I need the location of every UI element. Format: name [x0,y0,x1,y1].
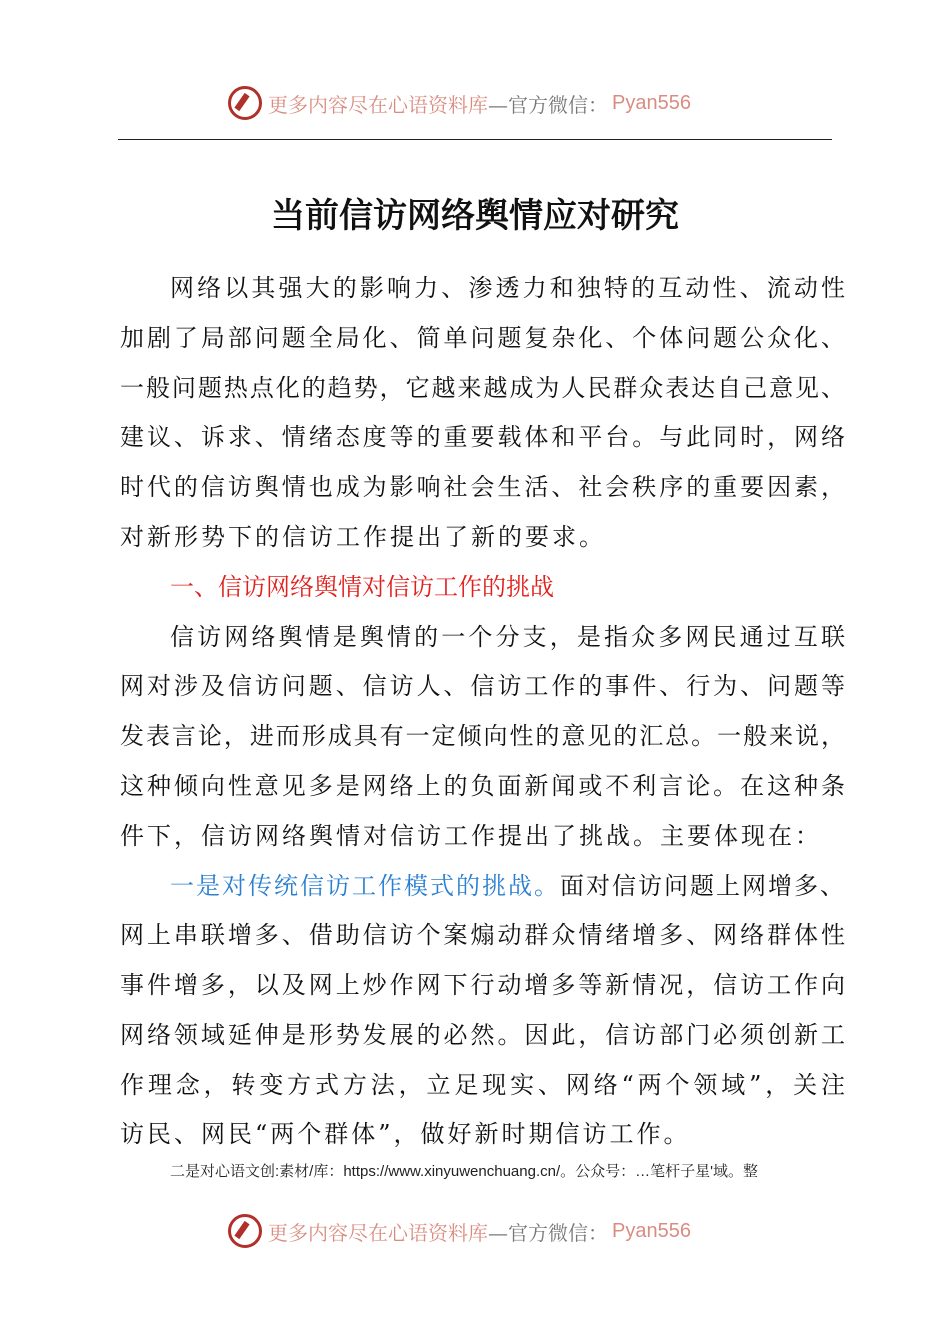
header-divider [118,139,832,140]
page-title: 当前信访网络舆情应对研究 [271,196,679,236]
paragraph-line [170,871,845,901]
paragraph-line: 网对涉及信访问题、信访人、信访工作的事件、行为、问题等 [120,672,845,700]
paragraph-line: 作理念，转变方式方法，立足现实、网络“两个领域”，关注 [120,1071,845,1099]
paragraph-text: 面对信访问题上网增多、 [560,872,846,900]
pen-logo-icon [228,1214,262,1248]
paragraph-line: 网络以其强大的影响力、渗透力和独特的互动性、流动性 [170,274,845,302]
source-note: 二是对心语文创:素材/库：https://www.xinyuwenchuang.cn/。公众号：…笔杆子星'域。整 [170,1163,758,1180]
paragraph-line: 这种倾向性意见多是网络上的负面新闻或不利言论。在这种条 [120,772,845,800]
watermark-text: 更多内容尽在心语资料库 [268,92,488,117]
paragraph-line: 加剧了局部问题全局化、简单问题复杂化、个体问题公众化、 [120,324,845,352]
paragraph-line: 件下，信访网络舆情对信访工作提出了挑战。主要体现在： [120,822,822,850]
paragraph-line: 一般问题热点化的趋势，它越来越成为人民群众表达自己意见、 [120,374,845,402]
paragraph-line: 网上串联增多、借助信访个案煽动群众情绪增多、网络群体性 [120,921,845,949]
footer-watermark [228,1211,691,1251]
paragraph-line: 信访网络舆情是舆情的一个分支，是指众多网民通过互联 [170,623,845,651]
pen-logo-icon [228,86,262,120]
watermark-wechat-label: —官方微信： [488,1220,608,1245]
paragraph-line: 网络领域延伸是形势发展的必然。因此，信访部门必须创新工 [120,1021,845,1049]
watermark-wechat-label: —官方微信： [488,92,608,117]
header-watermark [228,83,691,123]
paragraph-line: 发表言论，进而形成具有一定倾向性的意见的汇总。一般来说， [120,722,845,750]
section-heading: 一、信访网络舆情对信访工作的挑战 [170,573,554,601]
paragraph-line: 访民、网民“两个群体”，做好新时期信访工作。 [120,1120,691,1148]
watermark-text: 更多内容尽在心语资料库 [268,1220,488,1245]
subheading-inline: 一是对传统信访工作模式的挑战。 [170,872,560,900]
paragraph-line: 事件增多，以及网上炒作网下行动增多等新情况，信访工作向 [120,971,845,999]
paragraph-line: 时代的信访舆情也成为影响社会生活、社会秩序的重要因素， [120,473,845,501]
watermark-wechat-id: Pyan556 [612,1219,691,1242]
paragraph-line: 建议、诉求、情绪态度等的重要载体和平台。与此同时，网络 [120,423,845,451]
watermark-wechat-id: Pyan556 [612,91,691,114]
paragraph-line: 对新形势下的信访工作提出了新的要求。 [120,523,606,551]
